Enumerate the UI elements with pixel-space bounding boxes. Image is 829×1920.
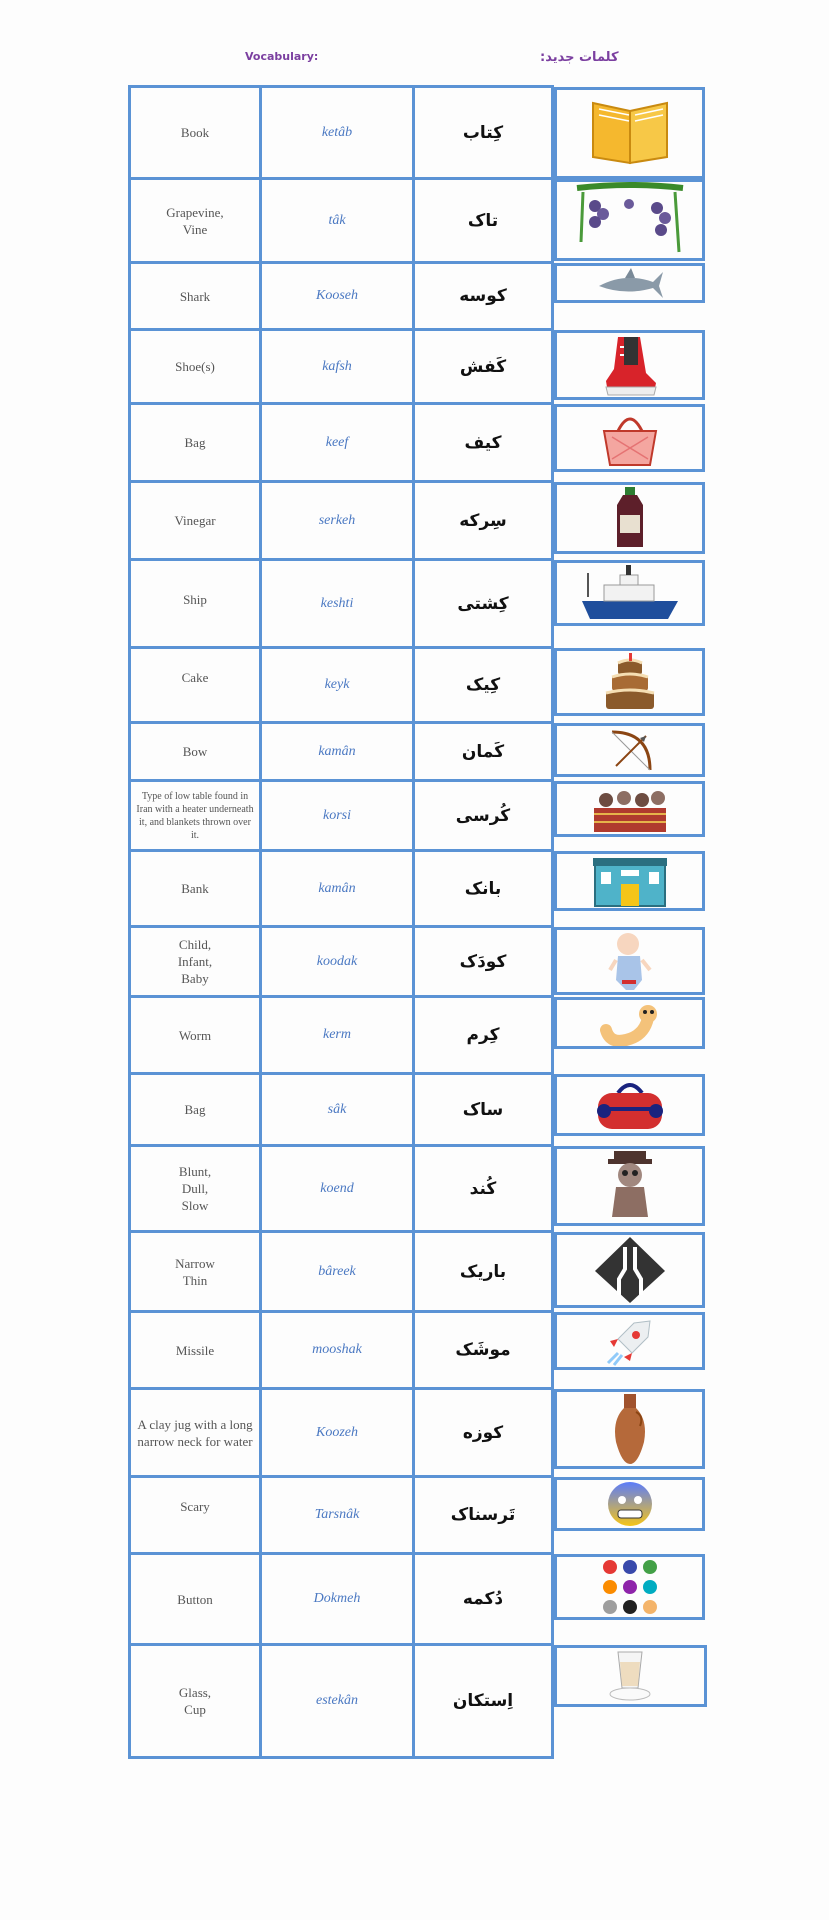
farsi-word: باریک — [414, 1232, 553, 1312]
shoe-icon — [554, 330, 705, 400]
table-row — [130, 927, 707, 997]
table-row — [130, 1146, 707, 1232]
bank-icon — [554, 851, 705, 911]
book-icon — [554, 87, 705, 179]
english-meaning: Narrow Thin — [130, 1232, 261, 1312]
english-meaning: Child, Infant, Baby — [130, 927, 261, 997]
transliteration: Koozeh — [261, 1389, 414, 1477]
table-row — [130, 1074, 707, 1146]
english-meaning: Ship — [130, 560, 261, 648]
transliteration: keyk — [261, 648, 414, 723]
table-row — [130, 1477, 707, 1554]
transliteration: Kooseh — [261, 263, 414, 330]
english-meaning: Button — [130, 1554, 261, 1645]
english-meaning: Type of low table found in Iran with a heater underneath it, and blankets thrown over it. — [130, 781, 261, 851]
cake-icon — [554, 648, 705, 716]
transliteration: kamân — [261, 723, 414, 781]
english-meaning: Worm — [130, 997, 261, 1074]
clay-jug-icon — [554, 1389, 705, 1469]
farsi-word: کودَک — [414, 927, 553, 997]
table-row — [130, 1645, 707, 1758]
english-meaning: Bank — [130, 851, 261, 927]
farsi-word: ساک — [414, 1074, 553, 1146]
transliteration: keshti — [261, 560, 414, 648]
transliteration: Dokmeh — [261, 1554, 414, 1645]
table-row — [130, 87, 707, 179]
farsi-word: کُرسی — [414, 781, 553, 851]
table-row — [130, 1312, 707, 1389]
table-row — [130, 723, 707, 781]
buttons-icon — [554, 1554, 705, 1620]
english-meaning: Bag — [130, 1074, 261, 1146]
english-meaning: Grapevine, Vine — [130, 179, 261, 263]
transliteration: kerm — [261, 997, 414, 1074]
vocabulary-heading-en: Vocabulary: — [245, 50, 319, 63]
transliteration: kamân — [261, 851, 414, 927]
scared-face-icon — [554, 1477, 705, 1531]
transliteration: Tarsnâk — [261, 1477, 414, 1554]
farsi-word: کَمان — [414, 723, 553, 781]
farsi-word: تَرسناک — [414, 1477, 553, 1554]
sloth-icon — [554, 1146, 705, 1226]
table-row — [130, 781, 707, 851]
road-narrows-icon — [554, 1232, 705, 1308]
english-meaning: Shark — [130, 263, 261, 330]
english-meaning: Cake — [130, 648, 261, 723]
tea-glass-icon — [554, 1645, 707, 1707]
english-meaning: Bow — [130, 723, 261, 781]
farsi-word: موشَک — [414, 1312, 553, 1389]
table-row — [130, 560, 707, 648]
rocket-icon — [554, 1312, 705, 1370]
english-meaning: A clay jug with a long narrow neck for water — [130, 1389, 261, 1477]
table-row — [130, 1389, 707, 1477]
table-row — [130, 482, 707, 560]
english-meaning: Shoe(s) — [130, 330, 261, 404]
duffel-bag-icon — [554, 1074, 705, 1136]
table-row — [130, 263, 707, 330]
vinegar-bottle-icon — [554, 482, 705, 554]
transliteration: bâreek — [261, 1232, 414, 1312]
farsi-word: کوسه — [414, 263, 553, 330]
farsi-word: بانک — [414, 851, 553, 927]
transliteration: koend — [261, 1146, 414, 1232]
transliteration: korsi — [261, 781, 414, 851]
transliteration: mooshak — [261, 1312, 414, 1389]
english-meaning: Missile — [130, 1312, 261, 1389]
transliteration: tâk — [261, 179, 414, 263]
handbag-icon — [554, 404, 705, 472]
grapevine-icon — [554, 179, 705, 261]
shark-icon — [554, 263, 705, 303]
farsi-word: کیف — [414, 404, 553, 482]
transliteration: ketâb — [261, 87, 414, 179]
transliteration: sâk — [261, 1074, 414, 1146]
english-meaning: Glass, Cup — [130, 1645, 261, 1758]
table-row — [130, 851, 707, 927]
english-meaning: Bag — [130, 404, 261, 482]
farsi-word: تاک — [414, 179, 553, 263]
table-row — [130, 330, 707, 404]
farsi-word: کوزه — [414, 1389, 553, 1477]
transliteration: serkeh — [261, 482, 414, 560]
farsi-word: اِستکان — [414, 1645, 553, 1758]
transliteration: estekân — [261, 1645, 414, 1758]
farsi-word: سِرکه — [414, 482, 553, 560]
table-row — [130, 179, 707, 263]
english-meaning: Blunt, Dull, Slow — [130, 1146, 261, 1232]
english-meaning: Vinegar — [130, 482, 261, 560]
farsi-word: کَفش — [414, 330, 553, 404]
farsi-word: کُند — [414, 1146, 553, 1232]
vocabulary-table — [128, 85, 708, 1759]
transliteration: keef — [261, 404, 414, 482]
farsi-word: کِتاب — [414, 87, 553, 179]
worm-icon — [554, 997, 705, 1049]
table-row — [130, 1554, 707, 1645]
farsi-word: کِشتی — [414, 560, 553, 648]
table-row — [130, 648, 707, 723]
korsi-icon — [554, 781, 705, 837]
transliteration: kafsh — [261, 330, 414, 404]
baby-icon — [554, 927, 705, 995]
transliteration: koodak — [261, 927, 414, 997]
bow-icon — [554, 723, 705, 777]
table-row — [130, 1232, 707, 1312]
farsi-word: کِرم — [414, 997, 553, 1074]
english-meaning: Scary — [130, 1477, 261, 1554]
ship-icon — [554, 560, 705, 626]
farsi-word: کِیک — [414, 648, 553, 723]
vocabulary-heading-fa: کلمات جدید: — [540, 50, 619, 65]
table-row — [130, 997, 707, 1074]
english-meaning: Book — [130, 87, 261, 179]
table-row — [130, 404, 707, 482]
farsi-word: دُکمه — [414, 1554, 553, 1645]
